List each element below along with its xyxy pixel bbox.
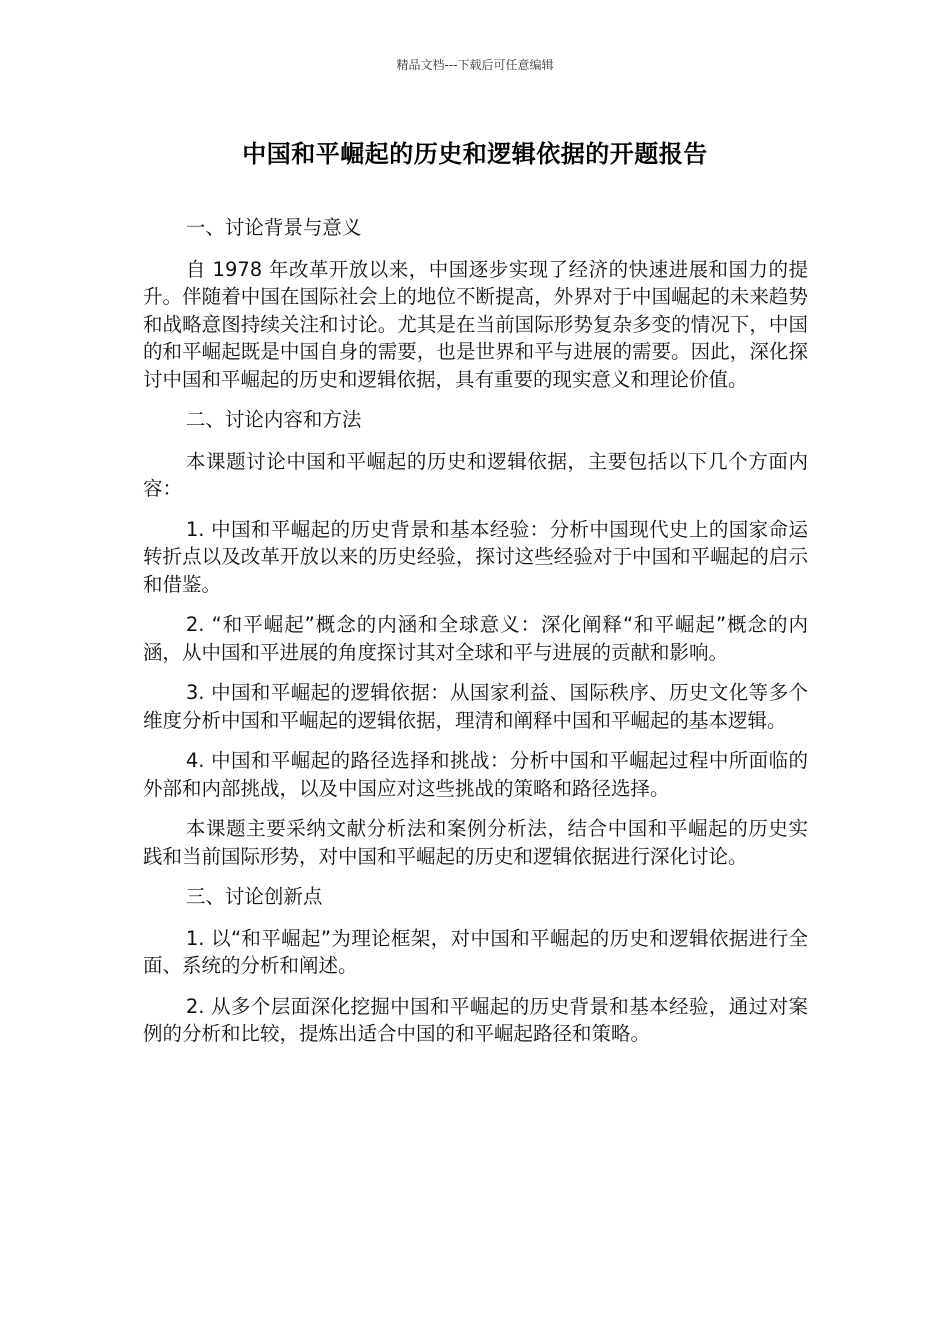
section-heading-innovation: 三、讨论创新点	[185, 885, 323, 908]
list-item-3: 3. 中国和平崛起的逻辑依据：从国家利益、国际秩序、历史文化等多个维度分析中国和平崛起的逻辑依据，理清和阐释中国和平崛起的基本逻辑。	[143, 681, 808, 732]
list-item-2: 2. “和平崛起”概念的内涵和全球意义：深化阐释“和平崛起”概念的内涵，从中国和平进展的角度探讨其对全球和平与进展的贡献和影响。	[143, 613, 808, 664]
paragraph-content-intro: 本课题讨论中国和平崛起的历史和逻辑依据，主要包括以下几个方面内容：	[143, 449, 808, 500]
document-title: 中国和平崛起的历史和逻辑依据的开题报告	[242, 140, 708, 168]
paragraph-methods: 本课题主要采纳文献分析法和案例分析法，结合中国和平崛起的历史实践和当前国际形势，对中国和平崛起的历史和逻辑依据进行深化讨论。	[143, 817, 808, 868]
paragraph-background: 自 1978 年改革开放以来，中国逐步实现了经济的快速进展和国力的提升。伴随着中国在国际社会上的地位不断提高，外界对于中国崛起的未来趋势和战略意图持续关注和讨论。尤其是在当前国际形势复杂多变的情况下，中国的和平崛起既是中国自身的需要，也是世界和平与进展的需要。因此，深化探讨中国和平崛起的历史和逻辑依据，具有重要的现实意义和理论价值。	[143, 257, 808, 391]
innovation-item-2: 2. 从多个层面深化挖掘中国和平崛起的历史背景和基本经验，通过对案例的分析和比较，提炼出适合中国的和平崛起路径和策略。	[143, 994, 808, 1045]
section-heading-background: 一、讨论背景与意义	[185, 216, 362, 239]
section-heading-content-methods: 二、讨论内容和方法	[185, 408, 362, 431]
list-item-4: 4. 中国和平崛起的路径选择和挑战：分析中国和平崛起过程中所面临的外部和内部挑战，以及中国应对这些挑战的策略和路径选择。	[143, 749, 808, 800]
list-item-1: 1. 中国和平崛起的历史背景和基本经验：分析中国现代史上的国家命运转折点以及改革开放以来的历史经验，探讨这些经验对于中国和平崛起的启示和借鉴。	[143, 517, 808, 596]
page-header-note: 精品文档---下载后可任意编辑	[396, 58, 554, 72]
innovation-item-1: 1. 以“和平崛起”为理论框架，对中国和平崛起的历史和逻辑依据进行全面、系统的分析和阐述。	[143, 926, 808, 977]
document-body	[143, 214, 808, 1061]
